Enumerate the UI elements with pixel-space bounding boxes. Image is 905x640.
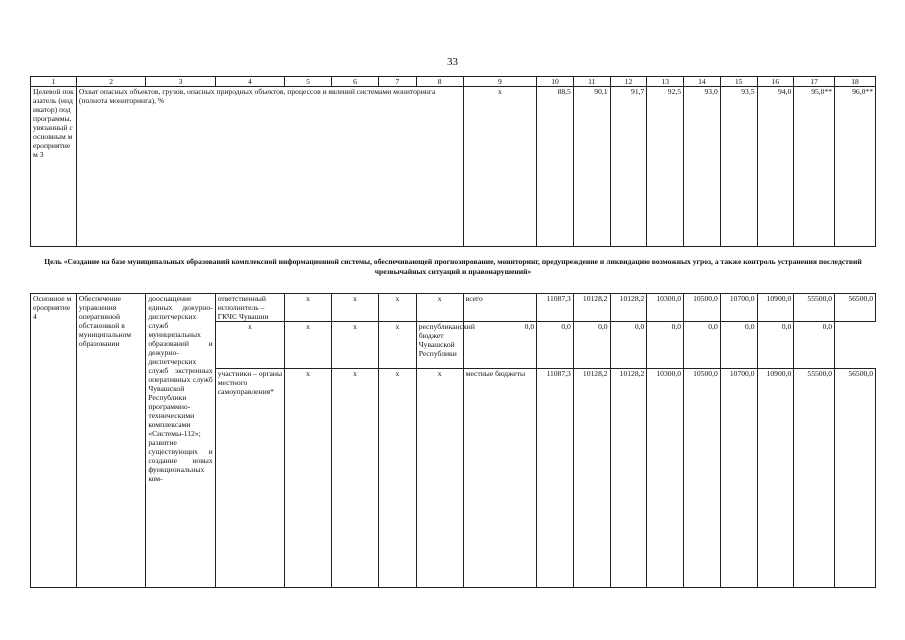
col-header: 4 (215, 77, 284, 87)
indicator-value: 93,0 (684, 87, 721, 247)
indicator-table (30, 76, 876, 247)
measure-description: дооснащение единых дежурно-диспетчерских служб муниципальных образований и дежурно-диспетчерских служб экстренных оперативных служб Чувашской Республики программно-техническими комплексами «Системы-112»; развитие существующих и создание новых функциональных ком- (146, 294, 215, 588)
col-header: 8 (416, 77, 463, 87)
indicator-description: Охват опасных объектов, грузов, опасных природных объектов, процессов и явлений системами мониторинга (полнота мониторинга), % (76, 87, 463, 247)
funding-value: 10700,0 (720, 294, 757, 322)
indicator-value: 91,7 (610, 87, 647, 247)
x-cell: х (285, 294, 332, 322)
funding-value: 0,0 (573, 322, 610, 369)
indicator-value: 88,5 (537, 87, 574, 247)
col-header: 6 (332, 77, 379, 87)
col-header: 5 (285, 77, 332, 87)
funding-value: 10300,0 (647, 369, 684, 588)
col-header: 1 (31, 77, 77, 87)
column-number-row (31, 77, 876, 87)
x-cell: х (378, 369, 416, 588)
funding-value: 0,0 (610, 322, 647, 369)
table-row (31, 294, 876, 322)
indicator-label: Целевой показатель (индикатор) подпрограммы, увязанный с основным мероприятием 3 (31, 87, 77, 247)
col-header: 9 (463, 77, 536, 87)
x-cell: х (285, 369, 332, 588)
indicator-row (31, 87, 876, 247)
col-header: 12 (610, 77, 647, 87)
measure-table (30, 293, 876, 588)
funding-value: 10500,0 (684, 294, 721, 322)
indicator-value: 95,0** (794, 87, 835, 247)
funding-value: 10300,0 (647, 294, 684, 322)
goal-heading: Цель «Создание на базе муниципальных образований комплексной информационной системы, обеспечивающей прогнозирование, мониторинг, предупреждение и ликвидацию возможных угроз, а также контроль устранения последствий чрезвычайных ситуаций и правонарушений» (44, 257, 862, 276)
funding-value: 56500,0 (835, 294, 876, 322)
measure-participants: участники – органы местного самоуправления* (215, 369, 284, 588)
funding-value: 56500,0 (835, 369, 876, 588)
funding-value: 11087,3 (537, 369, 574, 588)
x-cell: х (285, 322, 332, 369)
x-cell: х (332, 294, 379, 322)
x-cell: х (416, 294, 463, 322)
funding-value: 10700,0 (720, 369, 757, 588)
x-cell: х (378, 294, 416, 322)
funding-value: 0,0 (537, 322, 574, 369)
funding-value: 55500,0 (794, 369, 835, 588)
indicator-value: 93,5 (720, 87, 757, 247)
col-header: 11 (573, 77, 610, 87)
measure-goal: Обеспечение управления оперативной обстановкой в муниципальном образовании (76, 294, 145, 588)
funding-value: 0,0 (757, 322, 794, 369)
funding-value: 55500,0 (794, 294, 835, 322)
funding-value: 10128,2 (610, 294, 647, 322)
funding-source: республиканский бюджет Чувашской Республики (416, 322, 463, 369)
col-header: 13 (647, 77, 684, 87)
col-header: 17 (794, 77, 835, 87)
funding-value: 10128,2 (573, 369, 610, 588)
funding-value: 0,0 (720, 322, 757, 369)
funding-source: местные бюджеты (463, 369, 536, 588)
indicator-value: 94,0 (757, 87, 794, 247)
funding-value: 10500,0 (684, 369, 721, 588)
measure-label: Основное мероприятие 4 (31, 294, 77, 588)
page-number: 33 (447, 56, 458, 68)
x-cell: х (215, 322, 284, 369)
measure-executor: ответственный исполнитель – ГКЧС Чувашии (215, 294, 284, 322)
funding-value: 10128,2 (610, 369, 647, 588)
funding-value: 0,0 (684, 322, 721, 369)
funding-value: 11087,3 (537, 294, 574, 322)
x-cell: х (378, 322, 416, 369)
funding-value: 10900,0 (757, 369, 794, 588)
col-header: 14 (684, 77, 721, 87)
x-cell: х (332, 322, 379, 369)
col-header: 10 (537, 77, 574, 87)
funding-value: 10900,0 (757, 294, 794, 322)
indicator-value: 90,1 (573, 87, 610, 247)
funding-value: 0,0 (647, 322, 684, 369)
funding-source: всего (463, 294, 536, 322)
funding-value: 10128,2 (573, 294, 610, 322)
col-header: 16 (757, 77, 794, 87)
col-header: 3 (146, 77, 215, 87)
col-header: 15 (720, 77, 757, 87)
funding-value: 0,0 (794, 322, 835, 369)
x-cell: х (332, 369, 379, 588)
x-cell: х (416, 369, 463, 588)
col-header: 7 (378, 77, 416, 87)
indicator-value: 96,0** (835, 87, 876, 247)
indicator-value: 92,5 (647, 87, 684, 247)
col-header: 2 (76, 77, 145, 87)
funding-value: 0,0 (463, 322, 536, 369)
indicator-col9: х (463, 87, 536, 247)
col-header: 18 (835, 77, 876, 87)
